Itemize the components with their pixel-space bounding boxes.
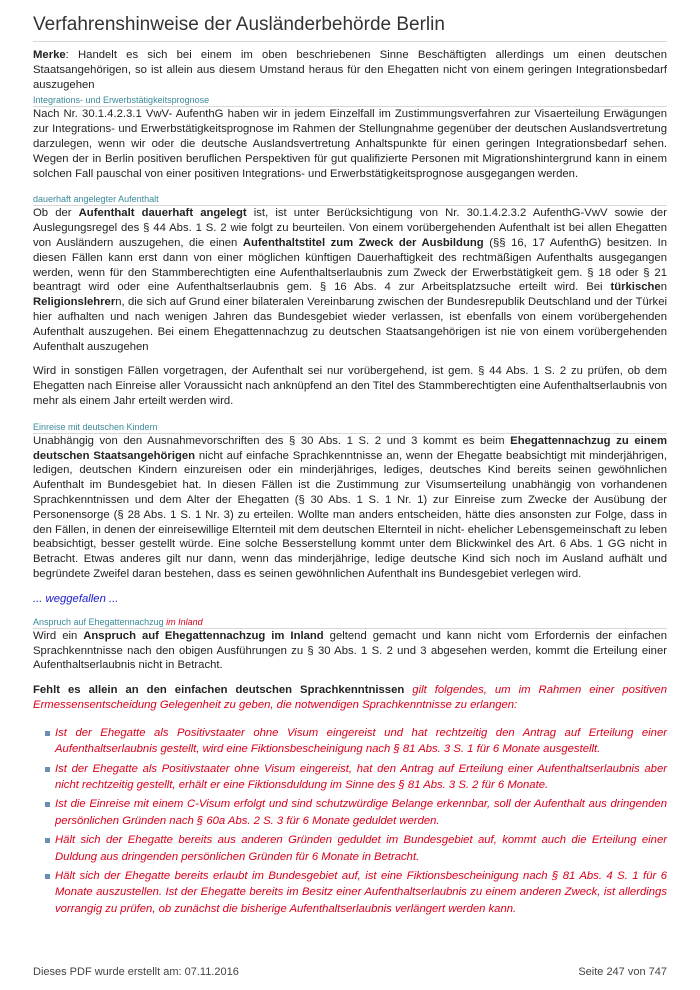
page-footer xyxy=(33,966,667,978)
list-item: Ist die Einreise mit einem C-Visum erfolgt und sind schutzwürdige Belange erkennbar, soll der Aufenthalt aus dringenden persönlichen Gründen nach § 60a Abs. 2 S. 3 für 6 Monate geduldet werden. xyxy=(45,796,667,829)
bullet-icon xyxy=(45,767,50,772)
list-item: Ist der Ehegatte als Positivstaater ohne Visum eingereist und hat rechtzeitig den Antrag auf Erteilung einer Aufenthaltserlaubnis gestellt, wird eine Fiktionsbescheinigung nach § 81 Abs. 3 S. 1 für 6 Monate ausgestellt. xyxy=(45,725,667,758)
kinder-paragraph: Unabhängig von den Ausnahmevorschriften des § 30 Abs. 1 S. 2 und 3 kommt es beim Ehegattennachzug zu einem deutschen Staatsangehörigen nicht auf einfache Sprachkenntnisse an, wenn der Ehegatte beabsichtigt mit minderjährigen, ledigen, deutschen Kindern einzureisen oder ein minderjähriges, lediges, deutsches Kind bereits seinen gewöhnlichen Aufenthalt im Bundesgebiet hat. In diesen Fällen ist die Zustimmung zur Visumserteilung unabhängig von vorhandenen Sprachkenntnissen und dem Alter der Ehegatten (§ 30 Abs. 1 S. 1 Nr. 1) zur Einreise zum Zwecke der Ausübung der Personensorge (§ 28 Abs. 1 S. 1 Nr. 3) zu erteilen. Wollte man anders entscheiden, hätte dies ansonsten zur Folge, dass in den Fällen, in denen der einreisewillige Elternteil mit dem deutschen Elternteil in nicht- ehelicher Lebensgemeinschaft zu leben beabsichtigt, besser gestellt würde. Eine solche Besserstellung kommt unter dem Blickwinkel des Art. 6 Abs. 1 GG nicht in Betracht. Etwas anderes gilt nur dann, wenn das minderjährige, ledige deutsche Kind sich noch im Ausland aufhält und begründete Zweifel daran bestehen, dass es seinen gewöhnlichen Aufenthalt ins Bundesgebiet verlegen wird. xyxy=(33,434,667,580)
dauerhaft-paragraph-1: Ob der Aufenthalt dauerhaft angelegt ist, ist unter Berücksichtigung von Nr. 30.1.4.2.3.2 AufenthG-VwV sowie der Auslegungsregel des § 44 Abs. 1 S. 2 wie folgt zu beurteilen. Von einem vorübergehenden Aufenthalt ist bei allen Ehegatten von Ausländern auszugehen, die einen Aufenthaltstitel zum Zweck der Ausbildung (§§ 16, 17 AufenthG) besitzen. In diesen Fällen kann erst dann von einer möglichen künftigen Dauerhaftigkeit des rechtmäßigen Aufenthalts ausgegangen werden, wenn für den Stammberechtigten eine Aufenthaltserlaubnis zum Zweck der Erwerbstätigkeit gem. § 18 oder § 21 beantragt wird oder eine Aufenthaltserlaubnis gem. § 16 Abs. 4 zur Arbeitsplatzsuche erteilt wird. Bei türkischen Religionslehrern, die sich auf Grund einer bilateralen Vereinbarung zwischen der Bundesrepublik Deutschland und der Türkei hier aufhalten und nach wenigen Jahren das Bundesgebiet wieder verlassen, ist ebenfalls von einem vorübergehenden Aufenthalt auszugehen. Bei einem Ehegattennachzug zu deutschen Staatsangehörigen ist nie von einem vorübergehenden Aufenthalt auszugehen xyxy=(33,207,667,353)
footer-created-date: Dieses PDF wurde erstellt am: 07.11.2016 xyxy=(33,966,239,978)
weggefallen-note: ... weggefallen ... xyxy=(33,592,119,605)
list-item: Hält sich der Ehegatte bereits erlaubt im Bundesgebiet auf, ist eine Fiktionsbescheinigung nach § 81 Abs. 4 S. 1 für 6 Monate auszustellen. Ist der Ehegatte bereits im Besitz einer Aufenthaltserlaubnis zu einem anderen Zweck, ist allerdings vorrangig zu prüfen, ob zunächst die bisherige Aufenthaltserlaubnis verlängert werden kann. xyxy=(45,868,667,917)
bullet-icon xyxy=(45,802,50,807)
footer-page-number: Seite 247 von 747 xyxy=(578,966,667,978)
list-item: Hält sich der Ehegatte bereits aus anderen Gründen geduldet im Bundesgebiet auf, kommt auch die Erteilung einer Duldung aus dringenden persönlichen Gründen für 6 Monate in Betracht. xyxy=(45,832,667,865)
bullet-icon xyxy=(45,874,50,879)
section-heading-dauerhaft: dauerhaft angelegter Aufenthalt xyxy=(33,193,667,206)
inland-paragraph: Wird ein Anspruch auf Ehegattennachzug im Inland geltend gemacht und kann nicht vom Erfordernis der einfachen Sprachkenntnisse nach den obigen Ausführungen zu § 30 Abs. 1 S. 2 und 3 abgesehen werden, kommt die Erteilung einer Aufenthaltserlaubnis nicht in Betracht. xyxy=(33,629,667,672)
bullet-icon xyxy=(45,838,50,843)
integration-paragraph: Nach Nr. 30.1.4.2.3.1 VwV- AufenthG haben wir in jedem Einzelfall im Zustimmungsverfahren zur Visaerteilung Erwägungen zur Integrations- und Erwerbstätigkeitsprognose im Rahmen der Stellungnahme gegenüber der deutschen Auslandsvertretung darzulegen, wenn wir oder die deutsche Auslandsvertretung Anhaltspunkte für einen geringen Integrationsbedarf sehen. Wegen der in Berlin positiven beruflichen Perspektiven für gut qualifizierte Personen mit Migrationshintergrund kann in einem solchen Fall pauschal von einer positiven Integrations- und Erwerbstätigkeitsprognose ausgegangen werden. xyxy=(33,108,667,180)
merke-label: Merke xyxy=(33,49,66,61)
section-heading-integration: Integrations- und Erwerbstätigkeitsprognose xyxy=(33,94,667,107)
list-item: Ist der Ehegatte als Positivstaater ohne Visum eingereist, hat den Antrag auf Erteilung einer Aufenthaltserlaubnis aber nicht rechtzeitig gestellt, erhält er eine Fiktionsduldung im Sinne des § 81 Abs. 3 S. 2 für 6 Monate. xyxy=(45,761,667,794)
page-title: Verfahrenshinweise der Ausländerbehörde Berlin xyxy=(33,14,667,42)
bullet-icon xyxy=(45,731,50,736)
merke-paragraph: Merke: Handelt es sich bei einem im oben beschriebenen Sinne Beschäftigten allerdings um einen deutschen Staatsangehörigen, so ist allein aus diesem Umstand heraus für den Ehegatten nicht von einem geringen Integrationsbedarf auszugehen xyxy=(33,49,667,91)
document-page xyxy=(33,0,667,920)
section-heading-kinder: Einreise mit deutschen Kindern xyxy=(33,421,667,434)
dauerhaft-paragraph-2: Wird in sonstigen Fällen vorgetragen, der Aufenthalt sei nur vorübergehend, ist gem. § 44 Abs. 1 S. 2 zu prüfen, ob dem Ehegatten nach Einreise aller Voraussicht nach anknüpfend an den Titel des Stammberechtigten eine Aufenthaltserlaubnis von mehr als einem Jahr erteilt werden wird. xyxy=(33,365,667,407)
fehlt-paragraph: Fehlt es allein an den einfachen deutschen Sprachkenntnissen gilt folgendes, um im Rahmen einer positiven Ermessensentscheidung Gelegenheit zu geben, die notwendigen Sprachkenntnisse zu erlangen: xyxy=(33,684,667,711)
inland-rules-list xyxy=(33,725,667,917)
section-heading-inland: Anspruch auf Ehegattennachzug im Inland xyxy=(33,616,667,629)
